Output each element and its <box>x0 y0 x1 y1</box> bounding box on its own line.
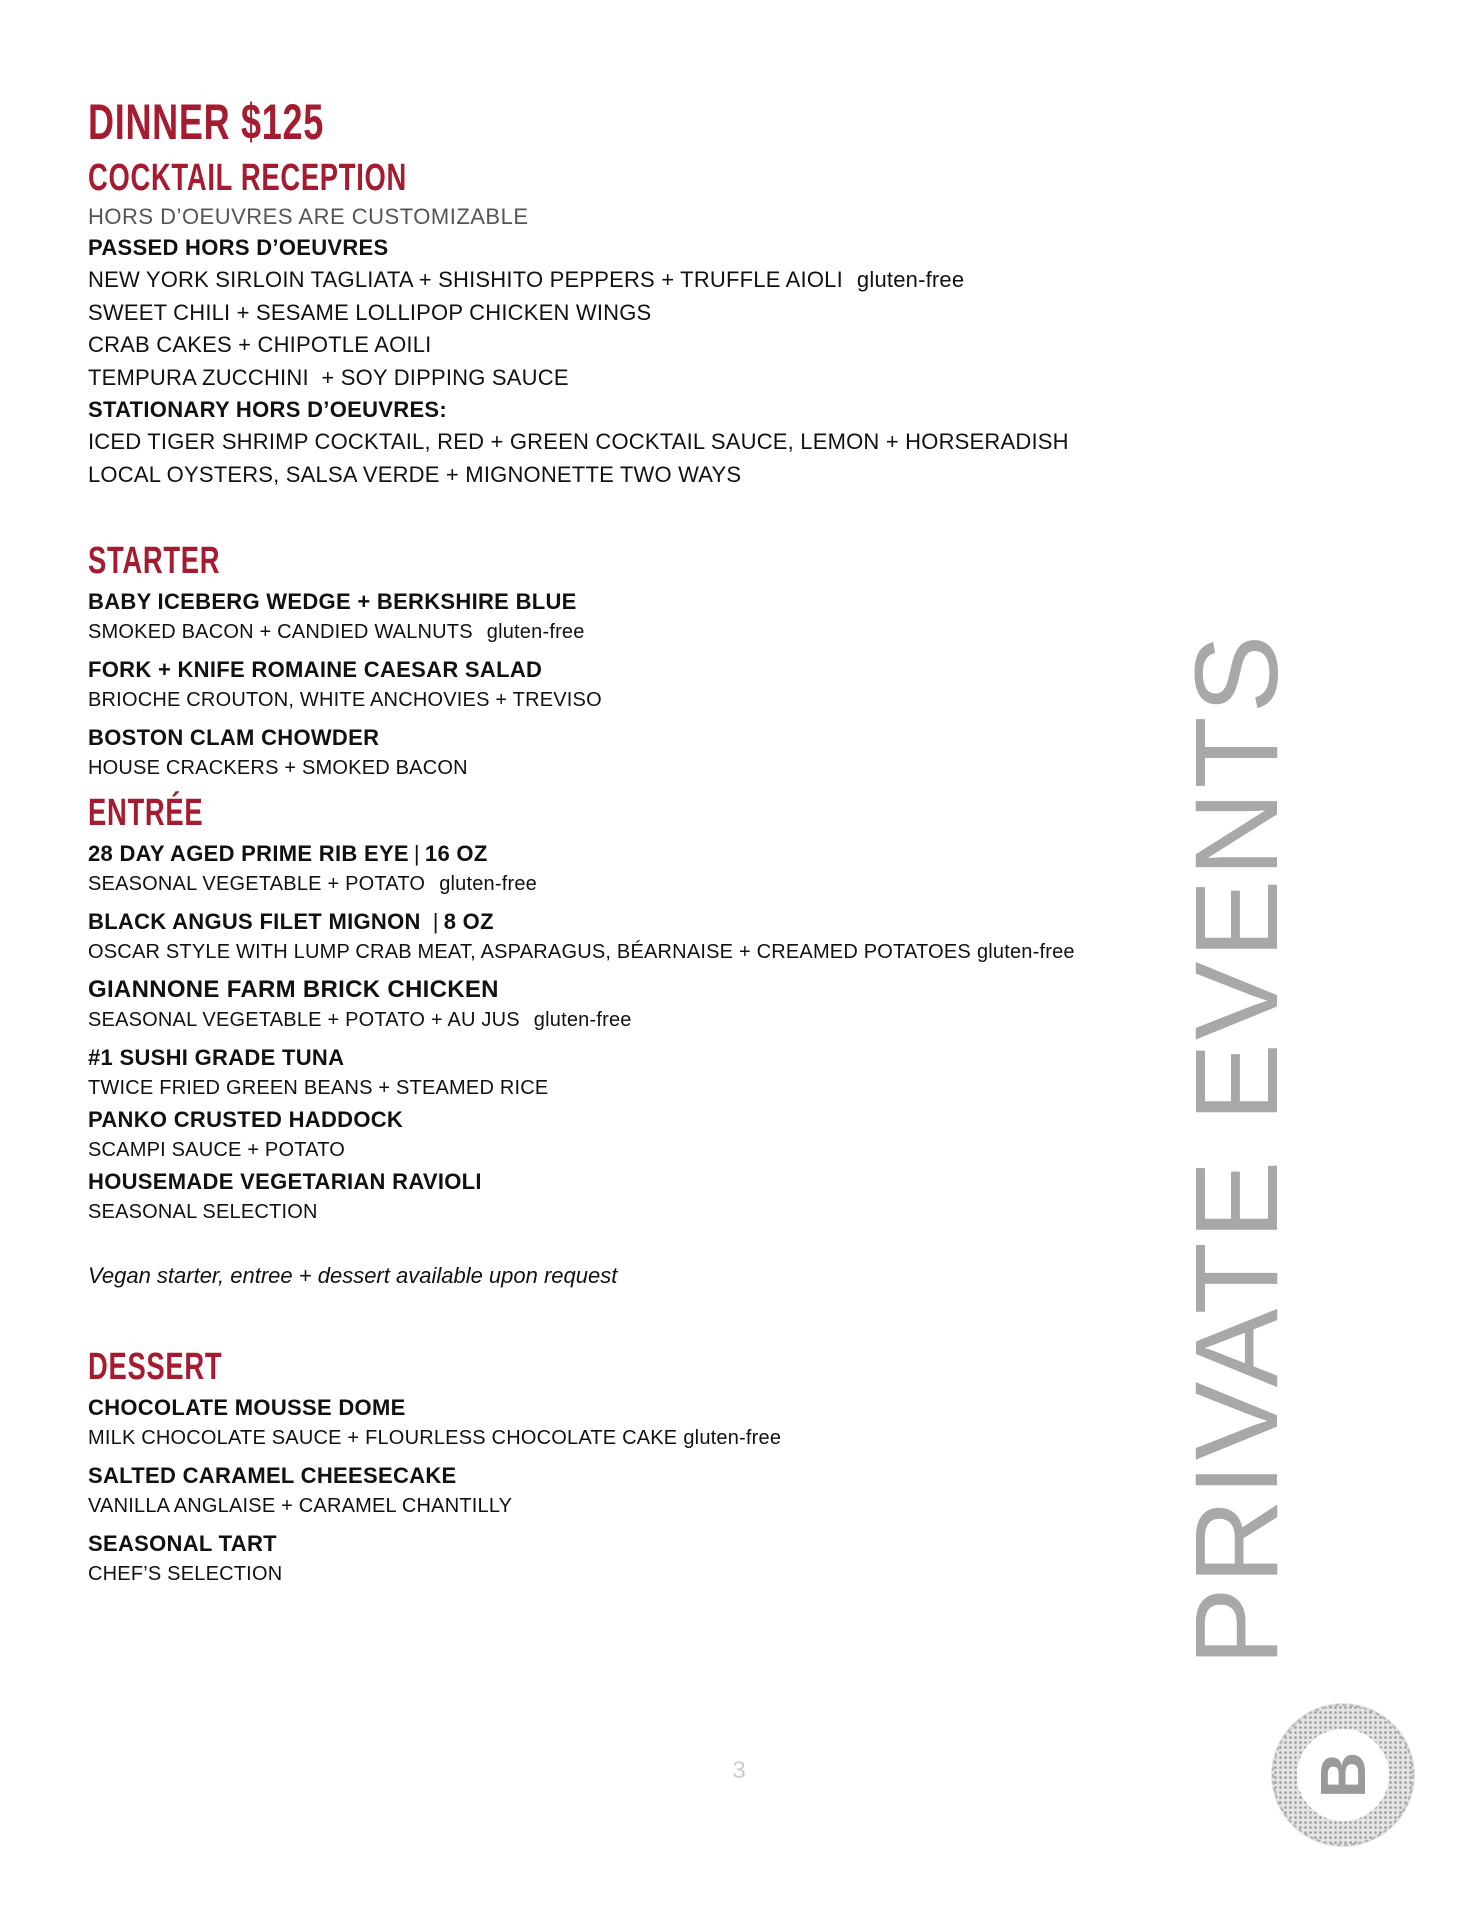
menu-item-name: CHOCOLATE MOUSSE DOME <box>88 1395 406 1420</box>
menu-page <box>88 94 1238 1589</box>
menu-item-desc: SEASONAL VEGETABLE + POTATO + AU JUS gluten-free <box>88 1009 632 1031</box>
menu-item-desc: SCAMPI SAUCE + POTATO <box>88 1139 346 1161</box>
menu-item-name: SALTED CARAMEL CHEESECAKE <box>88 1463 457 1488</box>
menu-item-desc: OSCAR STYLE WITH LUMP CRAB MEAT, ASPARAGUS, BÉARNAISE + CREAMED POTATOES gluten-free <box>88 941 1075 963</box>
menu-item-name: BOSTON CLAM CHOWDER <box>88 725 380 750</box>
cocktail-subheading: HORS D’OEUVRES ARE CUSTOMIZABLE <box>88 204 529 229</box>
portion-size: 8 OZ <box>443 909 494 934</box>
entree-heading: ENTRÉE <box>88 792 204 834</box>
list-item: SWEET CHILI + SESAME LOLLIPOP CHICKEN WINGS <box>88 299 652 325</box>
passed-list <box>88 264 1238 394</box>
menu-item-name: FORK + KNIFE ROMAINE CAESAR SALAD <box>88 657 543 682</box>
list-item: LOCAL OYSTERS, SALSA VERDE + MIGNONETTE TWO WAYS <box>88 461 742 487</box>
menu-item-name: SEASONAL TART <box>88 1531 277 1556</box>
gluten-free-note: gluten-free <box>683 1427 782 1449</box>
stationary-label: STATIONARY HORS D’OEUVRES: <box>88 397 448 422</box>
dessert-section <box>88 1345 1238 1589</box>
menu-item-desc: TWICE FRIED GREEN BEANS + STEAMED RICE <box>88 1077 549 1099</box>
gluten-free-note: gluten-free <box>976 941 1075 963</box>
menu-item-name: PANKO CRUSTED HADDOCK <box>88 1107 404 1132</box>
menu-item-name: BLACK ANGUS FILET MIGNON | 8 OZ <box>88 909 494 934</box>
passed-label: PASSED HORS D’OEUVRES <box>88 235 389 260</box>
menu-item-name: 28 DAY AGED PRIME RIB EYE | 16 OZ <box>88 841 488 866</box>
portion-size: 16 OZ <box>424 841 488 866</box>
gluten-free-note: gluten-free <box>533 1009 632 1031</box>
cocktail-section <box>88 156 1238 491</box>
private-events-vertical-title: PRIVATE EVENTS <box>1171 631 1303 1666</box>
vegan-note: Vegan starter, entree + dessert available upon request <box>88 1263 618 1288</box>
logo-letter: B <box>1307 1751 1379 1799</box>
stationary-list <box>88 426 1238 491</box>
menu-item-desc: CHEF’S SELECTION <box>88 1563 283 1585</box>
menu-item-desc: SEASONAL VEGETABLE + POTATO gluten-free <box>88 873 538 895</box>
starter-section <box>88 539 1238 783</box>
menu-item-desc: BRIOCHE CROUTON, WHITE ANCHOVIES + TREVISO <box>88 689 602 711</box>
menu-item-desc: SMOKED BACON + CANDIED WALNUTS gluten-free <box>88 621 585 643</box>
menu-item-desc: HOUSE CRACKERS + SMOKED BACON <box>88 757 468 779</box>
entree-section <box>88 791 1238 1291</box>
menu-item-desc: MILK CHOCOLATE SAUCE + FLOURLESS CHOCOLATE CAKE gluten-free <box>88 1427 782 1449</box>
menu-item-name: BABY ICEBERG WEDGE + BERKSHIRE BLUE <box>88 589 577 614</box>
gluten-free-note: gluten-free <box>486 621 585 643</box>
list-item: NEW YORK SIRLOIN TAGLIATA + SHISHITO PEPPERS + TRUFFLE AIOLI gluten-free <box>88 267 965 292</box>
starter-heading: STARTER <box>88 540 221 582</box>
list-item: TEMPURA ZUCCHINI + SOY DIPPING SAUCE <box>88 364 569 390</box>
list-item: ICED TIGER SHRIMP COCKTAIL, RED + GREEN COCKTAIL SAUCE, LEMON + HORSERADISH <box>88 429 1069 454</box>
brand-seal-logo <box>1268 1700 1418 1850</box>
page-number: 3 <box>732 1757 746 1784</box>
cocktail-heading: COCKTAIL RECEPTION <box>88 157 408 199</box>
gluten-free-note: gluten-free <box>439 873 538 895</box>
menu-item-desc: SEASONAL SELECTION <box>88 1201 318 1223</box>
gluten-free-note: gluten-free <box>856 267 965 292</box>
menu-item-name: GIANNONE FARM BRICK CHICKEN <box>88 976 499 1003</box>
list-item: CRAB CAKES + CHIPOTLE AOILI <box>88 332 432 357</box>
menu-item-desc: VANILLA ANGLAISE + CARAMEL CHANTILLY <box>88 1495 513 1517</box>
menu-item-name: #1 SUSHI GRADE TUNA <box>88 1045 345 1070</box>
menu-item-name: HOUSEMADE VEGETARIAN RAVIOLI <box>88 1169 482 1194</box>
menu-title: DINNER $125 <box>88 94 325 150</box>
dessert-heading: DESSERT <box>88 1346 223 1388</box>
